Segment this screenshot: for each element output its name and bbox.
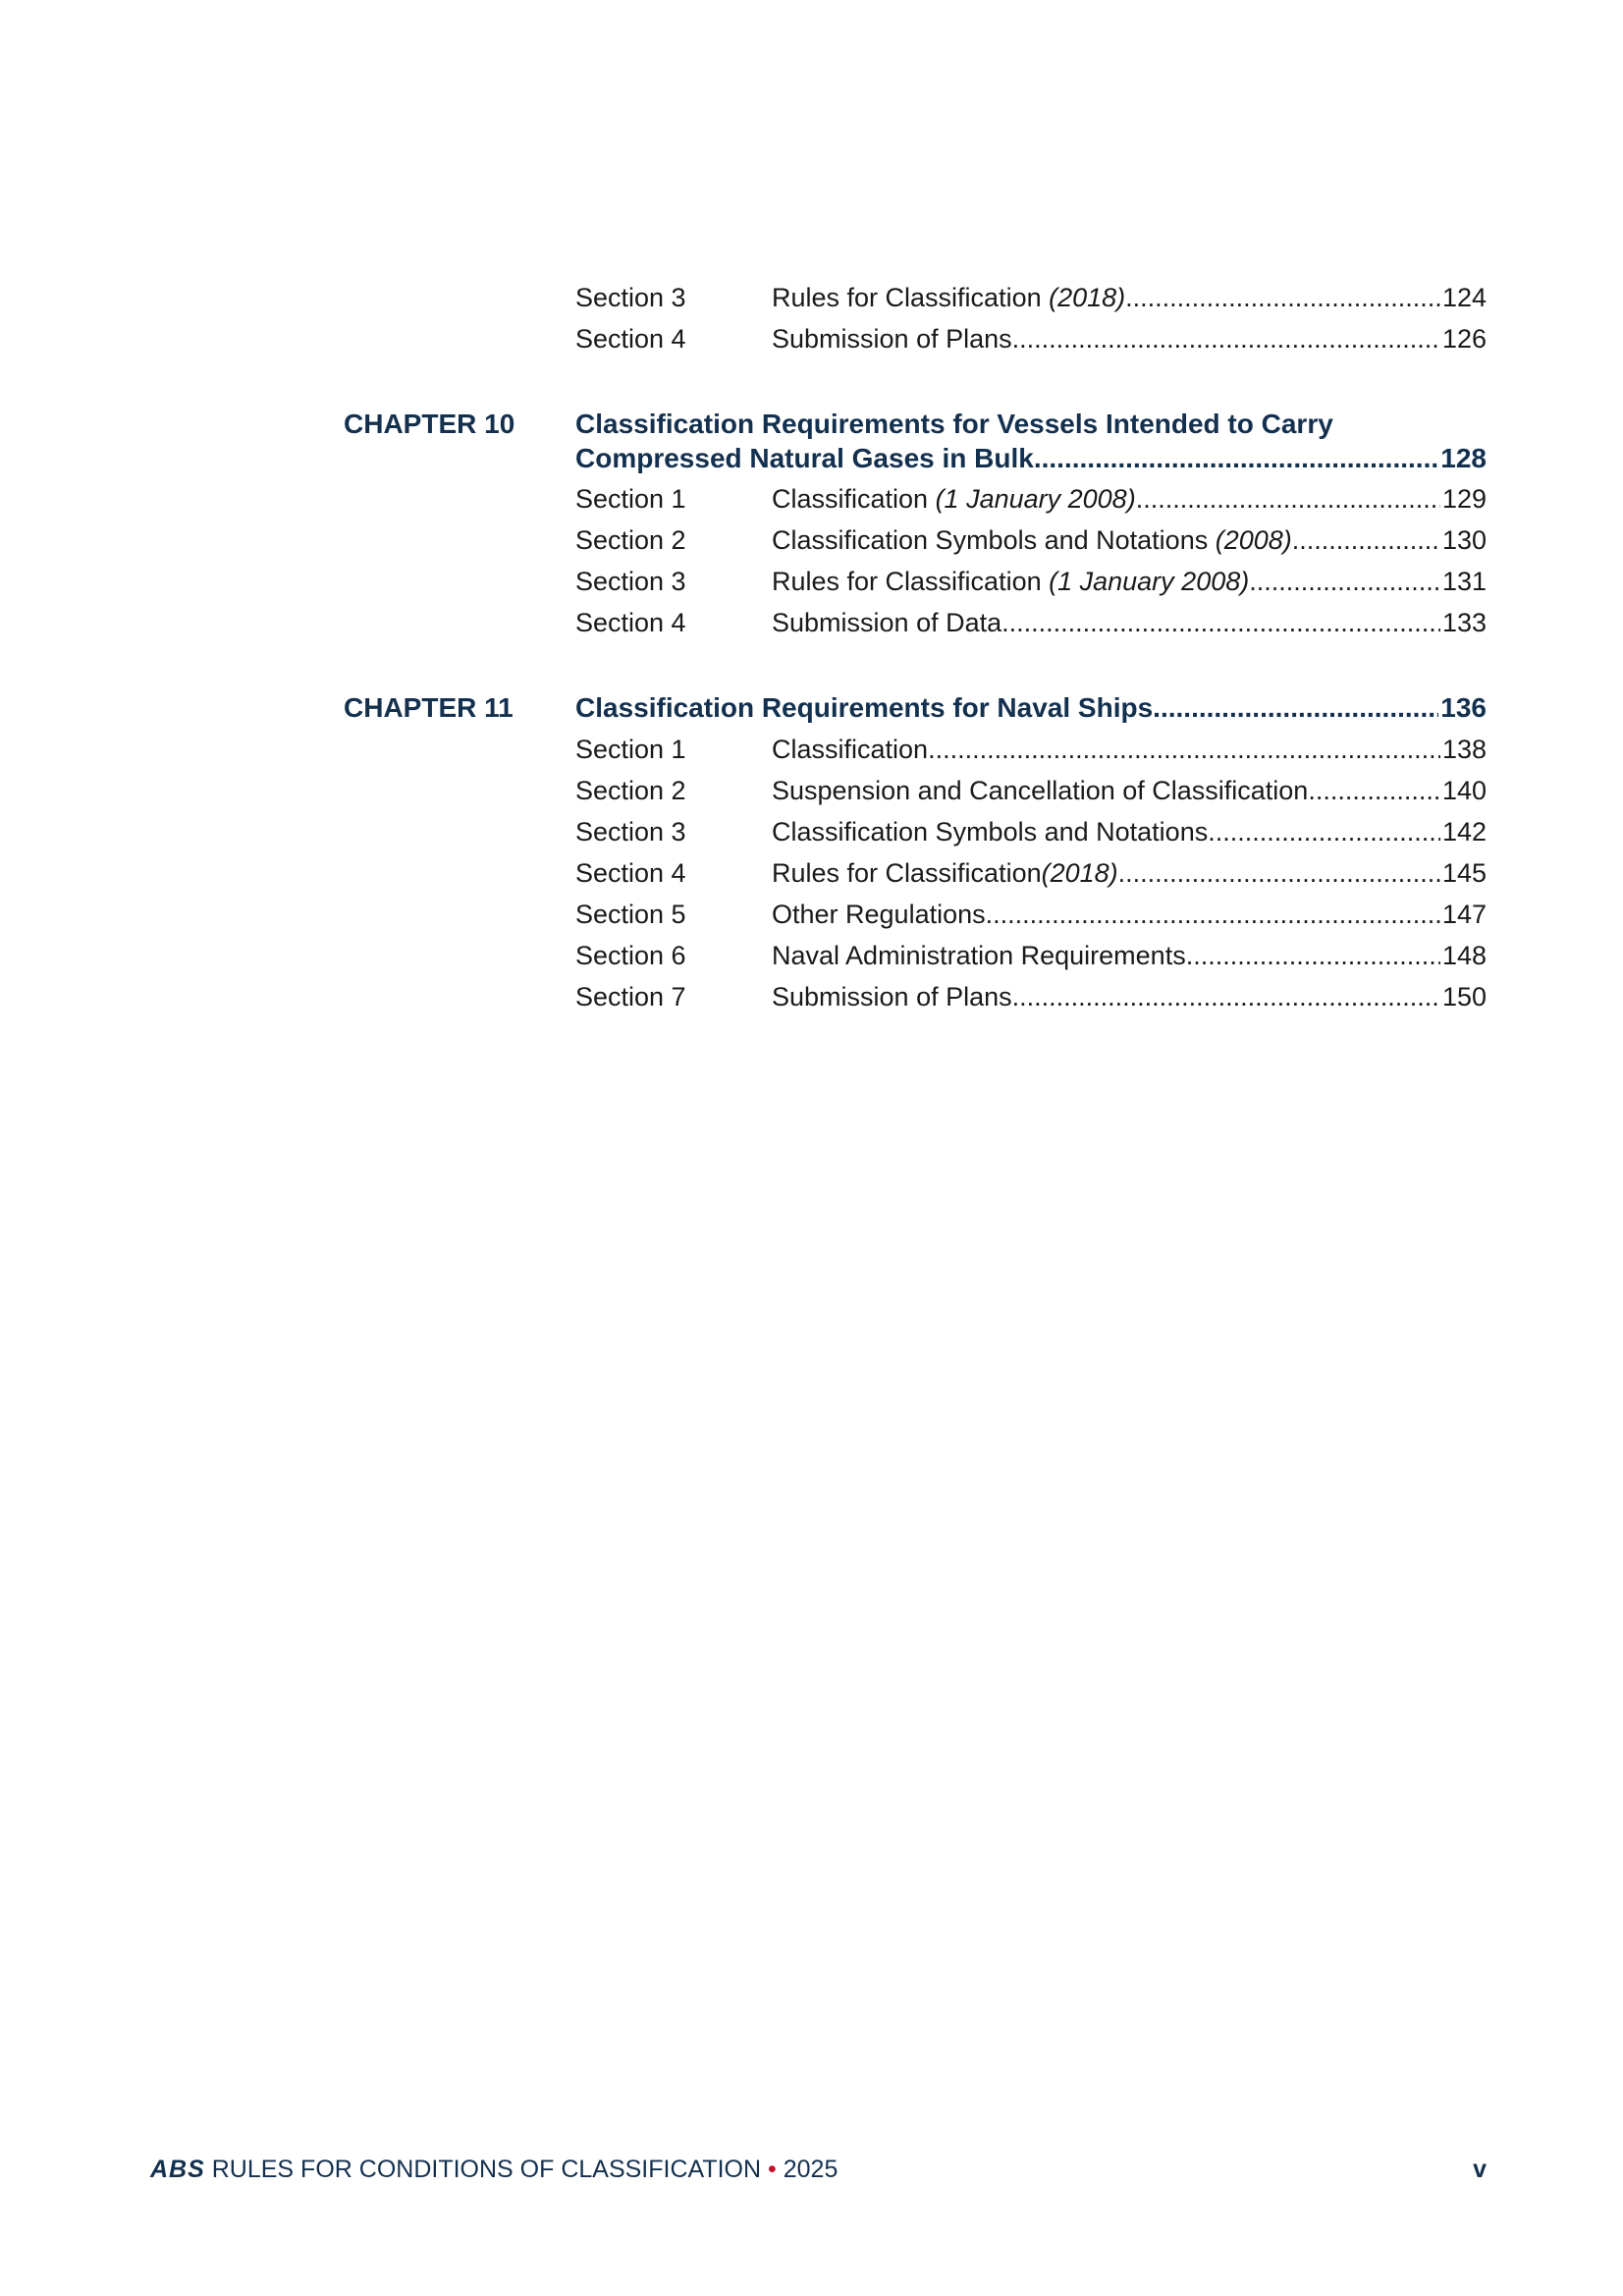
section-title: Classification <box>772 735 929 764</box>
section-label: Section 7 <box>575 982 686 1011</box>
section-label: Section 4 <box>575 608 686 637</box>
page-footer <box>150 2153 1487 2186</box>
section-page-number: 124 <box>1441 283 1487 312</box>
abs-logo-text: ABS <box>150 2156 205 2183</box>
dot-leader <box>1034 441 1438 475</box>
chapter-label: CHAPTER 11 <box>344 692 514 723</box>
section-title: Classification (1 January 2008) <box>772 484 1136 514</box>
section-page-number: 138 <box>1441 735 1487 764</box>
chapter-page-number: 128 <box>1440 443 1487 473</box>
dot-leader <box>1208 811 1440 852</box>
section-label: Section 2 <box>575 525 686 555</box>
section-page-number: 131 <box>1441 567 1487 596</box>
top-section-list <box>344 277 1487 359</box>
section-label: Section 6 <box>575 941 686 970</box>
section-page-number: 133 <box>1441 608 1487 637</box>
footer-title: RULES FOR CONDITIONS OF CLASSIFICATION <box>204 2156 769 2183</box>
section-page-number: 140 <box>1441 776 1487 805</box>
dot-leader <box>1012 318 1440 359</box>
toc-section-row[interactable] <box>344 602 1487 643</box>
dot-leader <box>986 894 1440 935</box>
table-of-contents <box>344 277 1487 1017</box>
section-title: Rules for Classification (1 January 2008) <box>772 567 1250 596</box>
section-label: Section 3 <box>575 817 686 847</box>
section-title: Naval Administration Requirements <box>772 941 1186 970</box>
chapter-11-heading[interactable] <box>344 690 1487 726</box>
chapter-title-line1: Classification Requirements for Vessels Intended to Carry <box>575 409 1333 439</box>
section-title: Submission of Plans <box>772 324 1012 354</box>
dot-leader <box>1292 519 1440 561</box>
section-page-number: 126 <box>1441 324 1487 354</box>
toc-section-row[interactable] <box>344 852 1487 894</box>
section-page-number: 142 <box>1441 817 1487 847</box>
chapter-title-line2: Compressed Natural Gases in Bulk <box>575 443 1034 473</box>
toc-section-row[interactable] <box>344 770 1487 811</box>
section-page-number: 150 <box>1441 982 1487 1011</box>
section-page-number: 130 <box>1441 525 1487 555</box>
section-label: Section 3 <box>575 283 686 312</box>
section-page-number: 147 <box>1441 900 1487 929</box>
page-number: v <box>1473 2156 1487 2183</box>
toc-section-row[interactable] <box>344 519 1487 561</box>
dot-leader <box>1125 277 1440 318</box>
dot-leader <box>1186 935 1440 976</box>
dot-leader <box>1118 852 1440 894</box>
section-label: Section 4 <box>575 858 686 888</box>
toc-section-row[interactable] <box>344 894 1487 935</box>
section-title: Rules for Classification (2018) <box>772 283 1126 312</box>
dot-leader <box>1136 478 1440 519</box>
section-title: Submission of Plans <box>772 982 1012 1011</box>
toc-section-row[interactable] <box>344 277 1487 318</box>
chapter-10-section-list <box>344 478 1487 643</box>
section-page-number: 145 <box>1441 858 1487 888</box>
section-title: Suspension and Cancellation of Classification <box>772 776 1309 805</box>
dot-leader <box>1012 976 1440 1017</box>
dot-leader <box>1308 770 1440 811</box>
chapter-label: CHAPTER 10 <box>344 409 515 439</box>
section-title: Submission of Data <box>772 608 1002 637</box>
toc-section-row[interactable] <box>344 976 1487 1017</box>
section-title: Other Regulations <box>772 900 986 929</box>
section-label: Section 1 <box>575 484 686 514</box>
section-page-number: 148 <box>1441 941 1487 970</box>
section-label: Section 3 <box>575 567 686 596</box>
section-title: Classification Symbols and Notations <box>772 817 1209 847</box>
dot-leader <box>1249 561 1440 602</box>
chapter-11-section-list <box>344 729 1487 1017</box>
toc-section-row[interactable] <box>344 478 1487 519</box>
dot-leader <box>928 729 1440 770</box>
section-title: Rules for Classification(2018) <box>772 858 1118 888</box>
section-page-number: 129 <box>1441 484 1487 514</box>
toc-section-row[interactable] <box>344 935 1487 976</box>
toc-section-row[interactable] <box>344 729 1487 770</box>
chapter-page-number: 136 <box>1440 692 1487 723</box>
section-label: Section 1 <box>575 735 686 764</box>
toc-section-row[interactable] <box>344 811 1487 852</box>
chapter-title: Classification Requirements for Naval Ships <box>575 692 1154 723</box>
dot-leader <box>1001 602 1440 643</box>
section-title: Classification Symbols and Notations (2008) <box>772 525 1292 555</box>
section-label: Section 2 <box>575 776 686 805</box>
bullet-separator: • <box>768 2156 777 2183</box>
footer-year: 2025 <box>776 2156 839 2183</box>
dot-leader <box>1153 690 1438 726</box>
section-label: Section 4 <box>575 324 686 354</box>
toc-section-row[interactable] <box>344 318 1487 359</box>
toc-section-row[interactable] <box>344 561 1487 602</box>
chapter-10-heading[interactable] <box>344 407 1487 475</box>
section-label: Section 5 <box>575 900 686 929</box>
